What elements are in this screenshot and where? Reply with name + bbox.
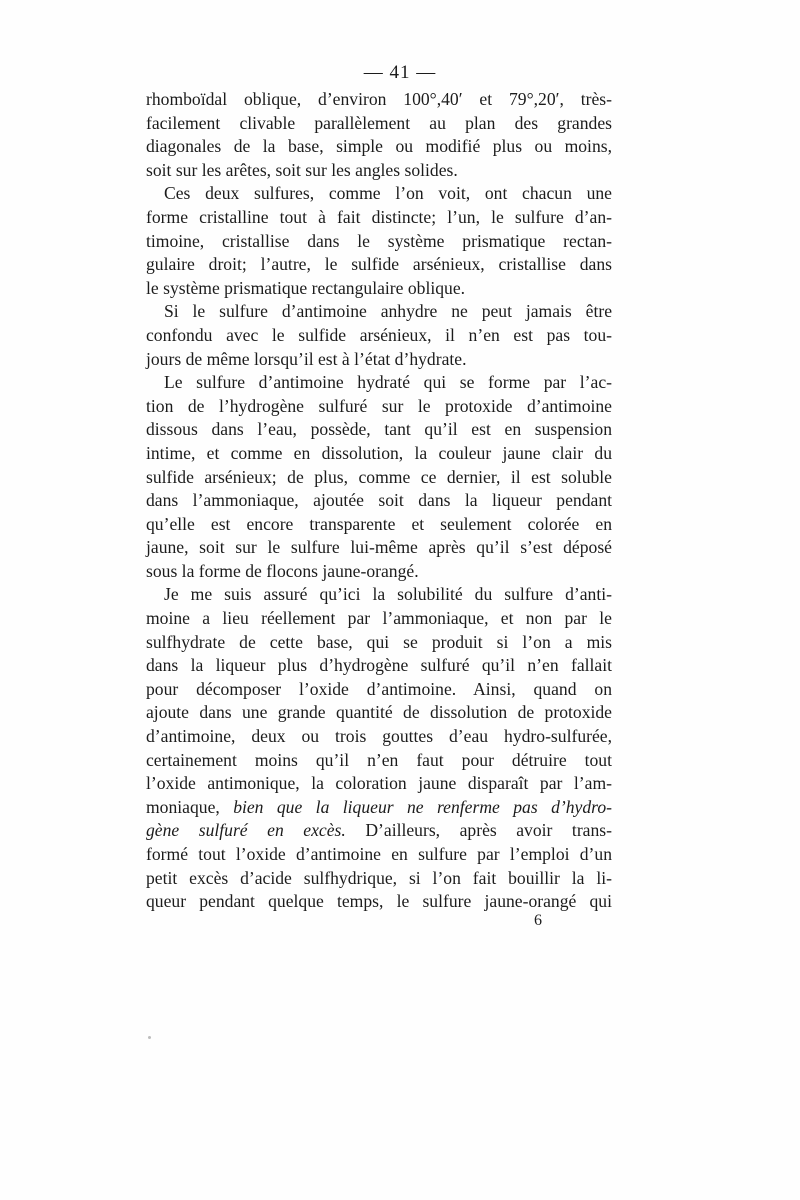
text-line: intime, et comme en dissolution, la couleur jaune clair du: [146, 442, 612, 463]
text-line: [146, 796, 612, 820]
text-line: dans l’ammoniaque, ajoutée soit dans la liqueur pendant: [146, 490, 612, 511]
text-line: petit excès d’acide sulfhydrique, si l’on fait bouillir la li-: [146, 867, 612, 888]
text-line: timoine, cristallise dans le système prismatique rectan-: [146, 230, 612, 251]
text-line: certainement moins qu’il n’en faut pour détruire tout: [146, 749, 612, 770]
text-line: rhomboïdal oblique, d’environ 100°,40′ et 79°,20′, très-: [146, 89, 612, 109]
text-line: gulaire droit; l’autre, le sulfide arsénieux, cristallise dans: [146, 254, 612, 275]
text-line: forme cristalline tout à fait distincte; l’un, le sulfure d’an-: [146, 206, 612, 227]
text-line: dans la liqueur plus d’hydrogène sulfuré qu’il n’en fallait: [146, 655, 612, 676]
text-line: moine a lieu réellement par l’ammoniaque, et non par le: [146, 608, 612, 629]
text-line: facilement clivable parallèlement au plan des grandes: [146, 112, 612, 133]
text-line: dissous dans l’eau, possède, tant qu’il est en suspension: [146, 419, 612, 440]
text-line: d’antimoine, deux ou trois gouttes d’eau hydro-sulfurée,: [146, 726, 612, 747]
text-line: formé tout l’oxide d’antimoine en sulfure par l’emploi d’un: [146, 844, 612, 864]
page-number-header: — 41 —: [363, 62, 437, 83]
text-line: confondu avec le sulfide arsénieux, il n’en est pas tou-: [146, 324, 612, 345]
text-line: le système prismatique rectangulaire oblique.: [146, 277, 466, 298]
text-line: sulfhydrate de cette base, qui se produit si l’on a mis: [146, 631, 612, 652]
text-line: Le sulfure d’antimoine hydraté qui se forme par l’ac-: [164, 372, 612, 393]
page-body-text: [146, 88, 612, 914]
text-line: Je me suis assuré qu’ici la solubilité du sulfure d’anti-: [164, 584, 612, 605]
text-line: Si le sulfure d’antimoine anhydre ne peut jamais être: [164, 301, 612, 322]
paper-speck: [148, 1036, 151, 1039]
text-line: sous la forme de flocons jaune-orangé.: [146, 560, 419, 581]
signature-mark: 6: [534, 912, 542, 929]
text-line: qu’elle est encore transparente et seulement colorée en: [146, 513, 612, 534]
italic-text: bien que la liqueur ne renferme pas d’hydro-: [233, 796, 612, 817]
text-line: sulfide arsénieux; de plus, comme ce dernier, il est soluble: [146, 466, 612, 487]
text-line: tion de l’hydrogène sulfuré sur le protoxide d’antimoine: [146, 395, 612, 416]
text-line: jours de même lorsqu’il est à l’état d’hydrate.: [146, 348, 467, 369]
text-line: jaune, soit sur le sulfure lui-même après qu’il s’est déposé: [146, 537, 612, 558]
text-line: diagonales de la base, simple ou modifié plus ou moins,: [146, 136, 612, 157]
text-line: Ces deux sulfures, comme l’on voit, ont chacun une: [164, 183, 612, 204]
text-line: l’oxide antimonique, la coloration jaune disparaît par l’am-: [146, 773, 612, 794]
text-line: [146, 819, 612, 843]
roman-text: D’ailleurs, après avoir trans-: [345, 820, 612, 841]
text-line: pour décomposer l’oxide d’antimoine. Ainsi, quand on: [146, 678, 612, 699]
roman-text: moniaque,: [146, 796, 234, 817]
text-line: ajoute dans une grande quantité de dissolution de protoxide: [146, 702, 612, 723]
text-line: queur pendant quelque temps, le sulfure jaune-orangé qui: [146, 891, 612, 912]
text-line: soit sur les arêtes, soit sur les angles solides.: [146, 159, 458, 180]
italic-text: gène sulfuré en excès.: [146, 820, 346, 841]
